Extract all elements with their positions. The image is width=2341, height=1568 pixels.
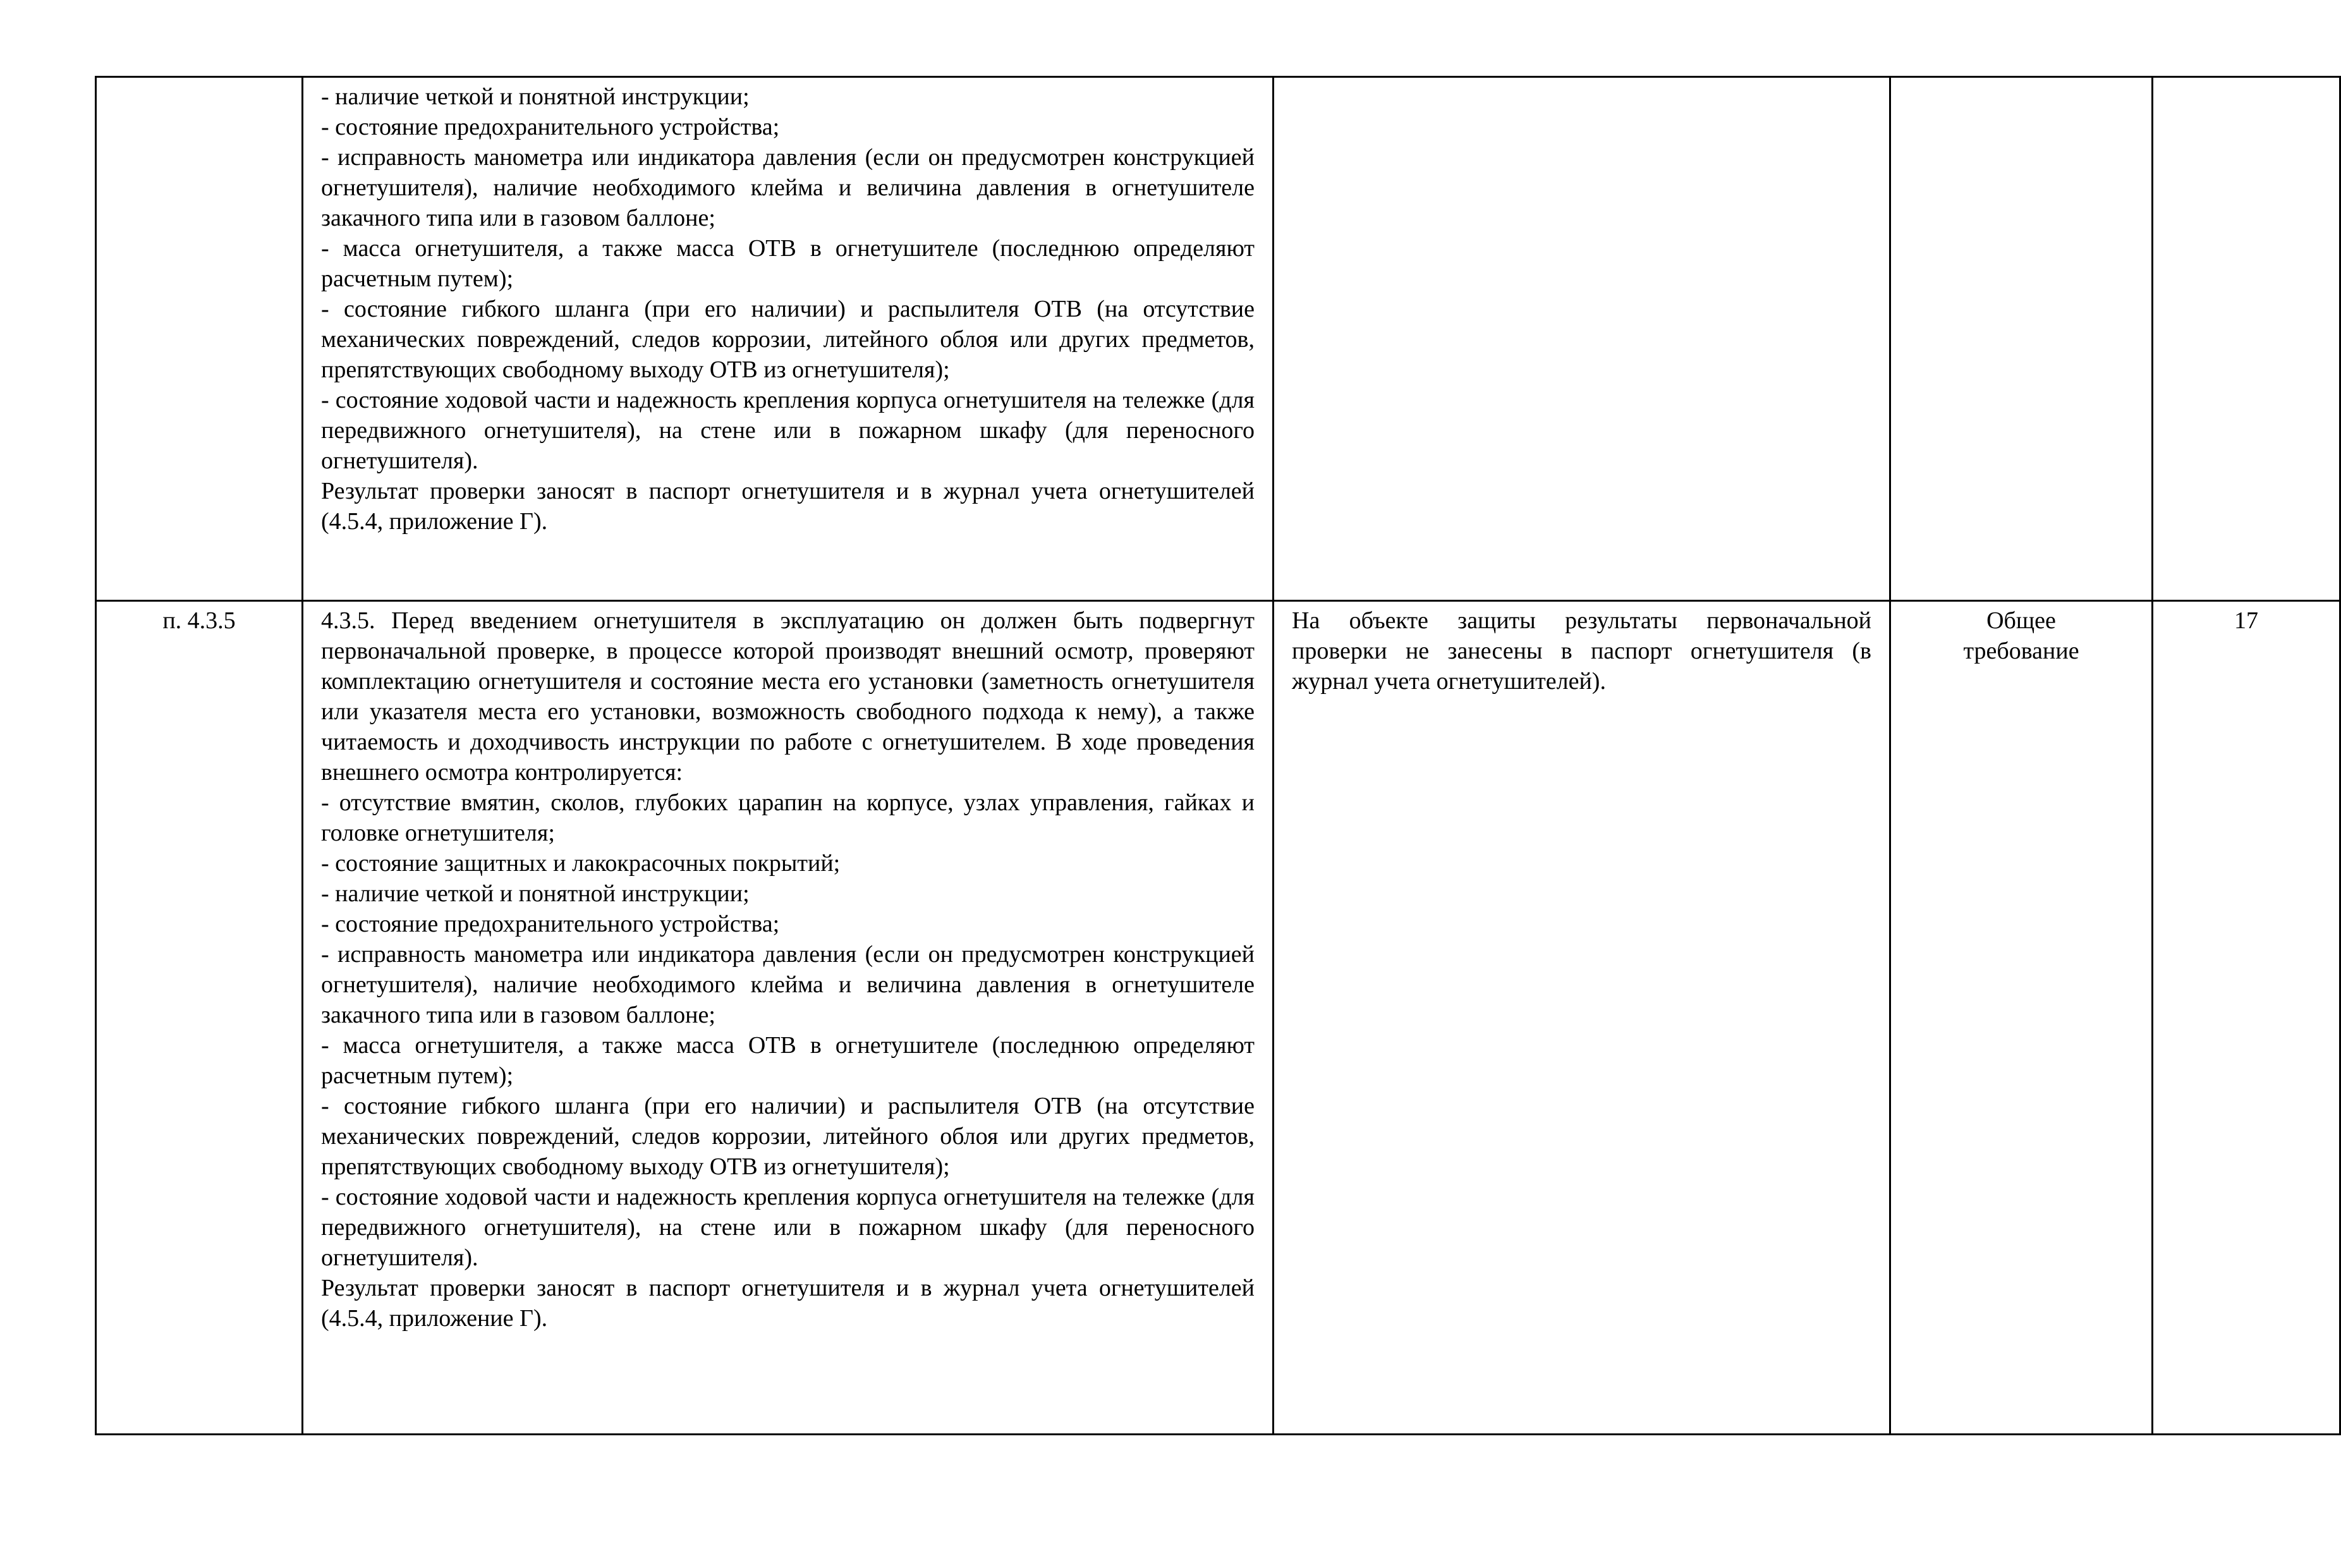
item-number-cell <box>2153 601 2340 1435</box>
requirement-paragraph: - исправность манометра или индикатора давления (если он предусмотрен конструкцией огнетушителя), наличие необходимого клейма и величина давления в огнетушителе закачного типа или в газовом баллоне; <box>321 941 1255 1028</box>
requirement-paragraph: - состояние гибкого шланга (при его наличии) и распылителя ОТВ (на отсутствие механических повреждений, следов коррозии, литейного облоя или других предметов, препятствующих свободному выходу ОТВ из огнетушителя); <box>321 296 1255 383</box>
requirement-paragraph: - исправность манометра или индикатора давления (если он предусмотрен конструкцией огнетушителя), наличие необходимого клейма и величина давления в огнетушителе закачного типа или в газовом баллоне; <box>321 144 1255 231</box>
requirement-paragraph: - масса огнетушителя, а также масса ОТВ в огнетушителе (последнюю определяют расчетным путем); <box>321 1032 1255 1089</box>
requirement-text-cell <box>303 601 1274 1435</box>
requirement-text-cell <box>303 77 1274 601</box>
violation-text: На объекте защиты результаты первоначальной проверки не занесены в паспорт огнетушителя (в журнал учета огнетушителей). <box>1292 607 1871 695</box>
violation-cell <box>1274 601 1890 1435</box>
category-text: Общее <box>1986 607 2056 634</box>
paragraph-ref-cell <box>96 77 303 601</box>
category-text: требование <box>1963 638 2079 664</box>
requirement-paragraph: - состояние ходовой части и надежность крепления корпуса огнетушителя на тележке (для передвижного огнетушителя), на стене или в пожарном шкафу (для переносного огнетушителя). <box>321 387 1255 474</box>
paragraph-ref: п. 4.3.5 <box>162 607 236 634</box>
requirement-paragraph: - наличие четкой и понятной инструкции; <box>321 880 750 907</box>
violation-cell <box>1274 77 1890 601</box>
requirement-paragraph: - наличие четкой и понятной инструкции; <box>321 83 750 110</box>
requirement-paragraph: - состояние защитных и лакокрасочных покрытий; <box>321 850 841 877</box>
item-number-cell <box>2153 77 2340 601</box>
requirement-paragraph: - отсутствие вмятин, сколов, глубоких царапин на корпусе, узлах управления, гайках и головке огнетушителя; <box>321 789 1255 846</box>
requirement-paragraph: - состояние ходовой части и надежность крепления корпуса огнетушителя на тележке (для передвижного огнетушителя), на стене или в пожарном шкафу (для переносного огнетушителя). <box>321 1184 1255 1271</box>
paragraph-ref-cell <box>96 601 303 1435</box>
category-cell <box>1890 601 2153 1435</box>
item-number: 17 <box>2234 607 2258 634</box>
requirement-paragraph: - состояние предохранительного устройства; <box>321 911 780 937</box>
table-row <box>96 77 2340 601</box>
requirement-paragraph: - состояние предохранительного устройства; <box>321 114 780 140</box>
requirement-paragraph: - масса огнетушителя, а также масса ОТВ в огнетушителе (последнюю определяют расчетным путем); <box>321 235 1255 292</box>
requirement-paragraph: - состояние гибкого шланга (при его наличии) и распылителя ОТВ (на отсутствие механических повреждений, следов коррозии, литейного облоя или других предметов, препятствующих свободному выходу ОТВ из огнетушителя); <box>321 1093 1255 1180</box>
category-cell <box>1890 77 2153 601</box>
requirement-paragraph: Результат проверки заносят в паспорт огнетушителя и в журнал учета огнетушителей (4.5.4, приложение Г). <box>321 1275 1255 1332</box>
requirement-paragraph: 4.3.5. Перед введением огнетушителя в эксплуатацию он должен быть подвергнут первоначальной проверке, в процессе которой производят внешний осмотр, проверяют комплектацию огнетушителя и состояние места его установки (заметность огнетушителя или указателя места его установки, возможность свободного подхода к нему), а также читаемость и доходчивость инструкции по работе с огнетушителем. В ходе проведения внешнего осмотра контролируется: <box>321 607 1255 786</box>
table-row <box>96 601 2340 1435</box>
requirement-paragraph: Результат проверки заносят в паспорт огнетушителя и в журнал учета огнетушителей (4.5.4, приложение Г). <box>321 478 1255 535</box>
inspection-table <box>95 76 2341 1435</box>
